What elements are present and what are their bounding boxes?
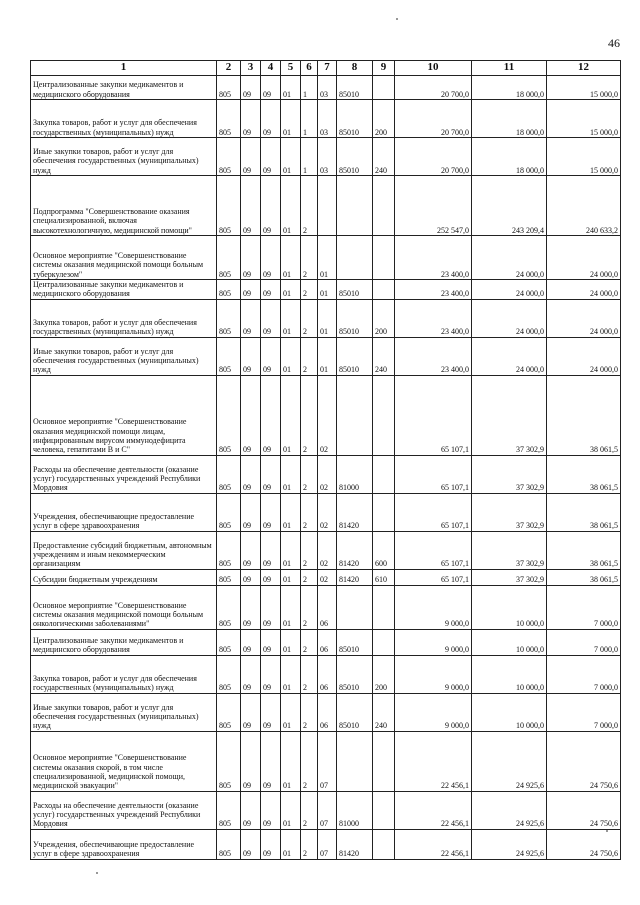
subprogram-cell: 2 xyxy=(301,299,318,337)
event-cell: 03 xyxy=(318,100,337,138)
amount-year-3-cell: 15 000,0 xyxy=(547,76,621,100)
table-row xyxy=(31,455,621,493)
subsection-cell: 09 xyxy=(261,337,281,375)
admin-code-cell: 805 xyxy=(217,280,241,300)
amount-year-3-cell: 24 000,0 xyxy=(547,299,621,337)
amount-year-2-cell: 243 209,4 xyxy=(472,176,547,236)
admin-code-cell: 805 xyxy=(217,100,241,138)
subprogram-cell: 2 xyxy=(301,375,318,455)
amount-year-1-cell: 22 456,1 xyxy=(395,829,472,859)
amount-year-3-cell: 38 061,5 xyxy=(547,375,621,455)
subprogram-cell: 2 xyxy=(301,655,318,693)
target-article-cell: 81420 xyxy=(337,569,373,585)
target-article-cell xyxy=(337,585,373,629)
section-cell: 09 xyxy=(241,791,261,829)
section-cell: 09 xyxy=(241,76,261,100)
target-article-cell: 85010 xyxy=(337,629,373,655)
table-row xyxy=(31,731,621,791)
section-cell: 09 xyxy=(241,829,261,859)
admin-code-cell: 805 xyxy=(217,655,241,693)
amount-year-1-cell: 65 107,1 xyxy=(395,531,472,569)
event-cell: 01 xyxy=(318,299,337,337)
subsection-cell: 09 xyxy=(261,100,281,138)
table-row xyxy=(31,236,621,280)
expense-type-cell: 200 xyxy=(373,299,395,337)
row-name-cell: Иные закупки товаров, работ и услуг для обеспечения государственных (муниципальных) нужд xyxy=(31,138,217,176)
section-cell: 09 xyxy=(241,375,261,455)
column-header-6: 6 xyxy=(301,61,318,76)
amount-year-2-cell: 24 925,6 xyxy=(472,829,547,859)
row-name-cell: Субсидии бюджетным учреждениям xyxy=(31,569,217,585)
subsection-cell: 09 xyxy=(261,569,281,585)
program-cell: 01 xyxy=(281,138,301,176)
amount-year-3-cell: 24 000,0 xyxy=(547,337,621,375)
subprogram-cell: 1 xyxy=(301,100,318,138)
section-cell: 09 xyxy=(241,100,261,138)
subprogram-cell: 2 xyxy=(301,629,318,655)
row-name-cell: Учреждения, обеспечивающие предоставление услуг в сфере здравоохранения xyxy=(31,493,217,531)
admin-code-cell: 805 xyxy=(217,455,241,493)
scan-speck xyxy=(396,18,398,20)
target-article-cell xyxy=(337,176,373,236)
subprogram-cell: 2 xyxy=(301,829,318,859)
event-cell: 02 xyxy=(318,569,337,585)
table-row xyxy=(31,693,621,731)
column-header-8: 8 xyxy=(337,61,373,76)
program-cell: 01 xyxy=(281,569,301,585)
admin-code-cell: 805 xyxy=(217,138,241,176)
row-name-cell: Расходы на обеспечение деятельности (оказание услуг) государственных учреждений Республики Мордовия xyxy=(31,791,217,829)
expense-type-cell xyxy=(373,280,395,300)
subprogram-cell: 2 xyxy=(301,731,318,791)
subsection-cell: 09 xyxy=(261,791,281,829)
row-name-cell: Централизованные закупки медикаментов и медицинского оборудования xyxy=(31,629,217,655)
expense-type-cell xyxy=(373,176,395,236)
event-cell: 03 xyxy=(318,138,337,176)
expense-type-cell xyxy=(373,493,395,531)
amount-year-1-cell: 9 000,0 xyxy=(395,629,472,655)
subsection-cell: 09 xyxy=(261,455,281,493)
program-cell: 01 xyxy=(281,493,301,531)
subsection-cell: 09 xyxy=(261,531,281,569)
table-row xyxy=(31,138,621,176)
amount-year-1-cell: 23 400,0 xyxy=(395,280,472,300)
table-row xyxy=(31,829,621,859)
section-cell: 09 xyxy=(241,455,261,493)
row-name-cell: Учреждения, обеспечивающие предоставление услуг в сфере здравоохранения xyxy=(31,829,217,859)
table-row xyxy=(31,100,621,138)
subprogram-cell: 2 xyxy=(301,585,318,629)
target-article-cell: 81000 xyxy=(337,791,373,829)
row-name-cell: Закупка товаров, работ и услуг для обеспечения государственных (муниципальных) нужд xyxy=(31,655,217,693)
expense-type-cell: 240 xyxy=(373,138,395,176)
expense-type-cell xyxy=(373,375,395,455)
subsection-cell: 09 xyxy=(261,176,281,236)
expense-type-cell: 200 xyxy=(373,655,395,693)
section-cell: 09 xyxy=(241,585,261,629)
amount-year-3-cell: 38 061,5 xyxy=(547,531,621,569)
subsection-cell: 09 xyxy=(261,375,281,455)
amount-year-3-cell: 240 633,2 xyxy=(547,176,621,236)
row-name-cell: Предоставление субсидий бюджетным, автономным учреждениям и иным некоммерческим организациям xyxy=(31,531,217,569)
row-name-cell: Иные закупки товаров, работ и услуг для обеспечения государственных (муниципальных) нужд xyxy=(31,337,217,375)
program-cell: 01 xyxy=(281,829,301,859)
section-cell: 09 xyxy=(241,531,261,569)
amount-year-1-cell: 9 000,0 xyxy=(395,693,472,731)
event-cell xyxy=(318,176,337,236)
table-row xyxy=(31,569,621,585)
event-cell: 02 xyxy=(318,455,337,493)
amount-year-3-cell: 7 000,0 xyxy=(547,693,621,731)
section-cell: 09 xyxy=(241,693,261,731)
amount-year-1-cell: 65 107,1 xyxy=(395,493,472,531)
section-cell: 09 xyxy=(241,629,261,655)
subsection-cell: 09 xyxy=(261,76,281,100)
event-cell: 06 xyxy=(318,629,337,655)
table-row xyxy=(31,655,621,693)
amount-year-2-cell: 37 302,9 xyxy=(472,531,547,569)
subprogram-cell: 2 xyxy=(301,337,318,375)
program-cell: 01 xyxy=(281,100,301,138)
amount-year-3-cell: 38 061,5 xyxy=(547,455,621,493)
section-cell: 09 xyxy=(241,280,261,300)
program-cell: 01 xyxy=(281,629,301,655)
program-cell: 01 xyxy=(281,791,301,829)
event-cell: 02 xyxy=(318,375,337,455)
amount-year-2-cell: 24 000,0 xyxy=(472,337,547,375)
admin-code-cell: 805 xyxy=(217,629,241,655)
event-cell: 07 xyxy=(318,791,337,829)
event-cell: 01 xyxy=(318,236,337,280)
section-cell: 09 xyxy=(241,236,261,280)
amount-year-3-cell: 7 000,0 xyxy=(547,585,621,629)
section-cell: 09 xyxy=(241,299,261,337)
event-cell: 02 xyxy=(318,531,337,569)
table-row xyxy=(31,280,621,300)
amount-year-1-cell: 20 700,0 xyxy=(395,100,472,138)
program-cell: 01 xyxy=(281,176,301,236)
row-name-cell: Расходы на обеспечение деятельности (оказание услуг) государственных учреждений Республики Мордовия xyxy=(31,455,217,493)
row-name-cell: Централизованные закупки медикаментов и медицинского оборудования xyxy=(31,280,217,300)
admin-code-cell: 805 xyxy=(217,236,241,280)
admin-code-cell: 805 xyxy=(217,337,241,375)
expense-type-cell: 610 xyxy=(373,569,395,585)
program-cell: 01 xyxy=(281,76,301,100)
event-cell: 01 xyxy=(318,280,337,300)
amount-year-2-cell: 24 925,6 xyxy=(472,791,547,829)
expense-type-cell xyxy=(373,829,395,859)
table-row xyxy=(31,629,621,655)
amount-year-2-cell: 37 302,9 xyxy=(472,455,547,493)
target-article-cell xyxy=(337,375,373,455)
column-header-5: 5 xyxy=(281,61,301,76)
expense-type-cell xyxy=(373,585,395,629)
program-cell: 01 xyxy=(281,337,301,375)
subsection-cell: 09 xyxy=(261,138,281,176)
amount-year-2-cell: 10 000,0 xyxy=(472,693,547,731)
event-cell: 03 xyxy=(318,76,337,100)
expense-type-cell: 200 xyxy=(373,100,395,138)
amount-year-3-cell: 7 000,0 xyxy=(547,629,621,655)
table-row xyxy=(31,791,621,829)
expense-type-cell xyxy=(373,791,395,829)
amount-year-1-cell: 23 400,0 xyxy=(395,337,472,375)
amount-year-2-cell: 18 000,0 xyxy=(472,100,547,138)
admin-code-cell: 805 xyxy=(217,585,241,629)
event-cell: 06 xyxy=(318,693,337,731)
scan-speck xyxy=(96,872,98,874)
subprogram-cell: 2 xyxy=(301,493,318,531)
amount-year-1-cell: 20 700,0 xyxy=(395,76,472,100)
amount-year-2-cell: 10 000,0 xyxy=(472,655,547,693)
event-cell: 07 xyxy=(318,829,337,859)
row-name-cell: Закупка товаров, работ и услуг для обеспечения государственных (муниципальных) нужд xyxy=(31,299,217,337)
expense-type-cell xyxy=(373,236,395,280)
subsection-cell: 09 xyxy=(261,829,281,859)
column-header-4: 4 xyxy=(261,61,281,76)
event-cell: 01 xyxy=(318,337,337,375)
row-name-cell: Централизованные закупки медикаментов и медицинского оборудования xyxy=(31,76,217,100)
amount-year-2-cell: 24 000,0 xyxy=(472,280,547,300)
admin-code-cell: 805 xyxy=(217,829,241,859)
column-header-3: 3 xyxy=(241,61,261,76)
amount-year-3-cell: 7 000,0 xyxy=(547,655,621,693)
amount-year-3-cell: 15 000,0 xyxy=(547,100,621,138)
subprogram-cell: 2 xyxy=(301,280,318,300)
column-header-9: 9 xyxy=(373,61,395,76)
column-header-7: 7 xyxy=(318,61,337,76)
admin-code-cell: 805 xyxy=(217,693,241,731)
subprogram-cell: 2 xyxy=(301,531,318,569)
section-cell: 09 xyxy=(241,569,261,585)
expense-type-cell xyxy=(373,455,395,493)
expense-type-cell: 240 xyxy=(373,337,395,375)
program-cell: 01 xyxy=(281,236,301,280)
target-article-cell: 85010 xyxy=(337,337,373,375)
admin-code-cell: 805 xyxy=(217,76,241,100)
expense-type-cell: 240 xyxy=(373,693,395,731)
subprogram-cell: 1 xyxy=(301,76,318,100)
subprogram-cell: 2 xyxy=(301,569,318,585)
table-row xyxy=(31,176,621,236)
subsection-cell: 09 xyxy=(261,299,281,337)
target-article-cell: 85010 xyxy=(337,138,373,176)
admin-code-cell: 805 xyxy=(217,299,241,337)
amount-year-3-cell: 38 061,5 xyxy=(547,493,621,531)
admin-code-cell: 805 xyxy=(217,791,241,829)
section-cell: 09 xyxy=(241,655,261,693)
amount-year-1-cell: 9 000,0 xyxy=(395,655,472,693)
program-cell: 01 xyxy=(281,280,301,300)
program-cell: 01 xyxy=(281,375,301,455)
column-header-1: 1 xyxy=(31,61,217,76)
amount-year-1-cell: 23 400,0 xyxy=(395,299,472,337)
expense-type-cell xyxy=(373,629,395,655)
target-article-cell: 85010 xyxy=(337,100,373,138)
target-article-cell: 81420 xyxy=(337,829,373,859)
amount-year-2-cell: 18 000,0 xyxy=(472,138,547,176)
subprogram-cell: 2 xyxy=(301,693,318,731)
amount-year-2-cell: 10 000,0 xyxy=(472,629,547,655)
program-cell: 01 xyxy=(281,731,301,791)
amount-year-1-cell: 22 456,1 xyxy=(395,731,472,791)
amount-year-1-cell: 252 547,0 xyxy=(395,176,472,236)
amount-year-2-cell: 37 302,9 xyxy=(472,569,547,585)
row-name-cell: Основное мероприятие "Совершенствование оказания медицинской помощи лицам, инфицированным вирусом иммунодефицита человека, гепатитами B и C" xyxy=(31,375,217,455)
target-article-cell: 85010 xyxy=(337,299,373,337)
target-article-cell: 81420 xyxy=(337,531,373,569)
expense-type-cell: 600 xyxy=(373,531,395,569)
column-header-2: 2 xyxy=(217,61,241,76)
admin-code-cell: 805 xyxy=(217,531,241,569)
event-cell: 06 xyxy=(318,585,337,629)
table-header-row xyxy=(31,61,621,76)
budget-table xyxy=(30,60,621,860)
target-article-cell: 85010 xyxy=(337,655,373,693)
subsection-cell: 09 xyxy=(261,655,281,693)
program-cell: 01 xyxy=(281,531,301,569)
amount-year-1-cell: 65 107,1 xyxy=(395,375,472,455)
subsection-cell: 09 xyxy=(261,693,281,731)
subsection-cell: 09 xyxy=(261,493,281,531)
table-row xyxy=(31,337,621,375)
section-cell: 09 xyxy=(241,176,261,236)
section-cell: 09 xyxy=(241,138,261,176)
column-header-11: 11 xyxy=(472,61,547,76)
target-article-cell: 85010 xyxy=(337,280,373,300)
amount-year-1-cell: 23 400,0 xyxy=(395,236,472,280)
target-article-cell: 81420 xyxy=(337,493,373,531)
amount-year-2-cell: 18 000,0 xyxy=(472,76,547,100)
row-name-cell: Закупка товаров, работ и услуг для обеспечения государственных (муниципальных) нужд xyxy=(31,100,217,138)
admin-code-cell: 805 xyxy=(217,731,241,791)
amount-year-2-cell: 24 000,0 xyxy=(472,236,547,280)
table-row xyxy=(31,585,621,629)
subsection-cell: 09 xyxy=(261,280,281,300)
admin-code-cell: 805 xyxy=(217,493,241,531)
amount-year-3-cell: 24 750,6 xyxy=(547,829,621,859)
program-cell: 01 xyxy=(281,455,301,493)
program-cell: 01 xyxy=(281,693,301,731)
row-name-cell: Основное мероприятие "Совершенствование системы оказания скорой, в том числе специализированной, медицинской помощи, медицинской эвакуации" xyxy=(31,731,217,791)
page-number: 46 xyxy=(608,36,620,50)
amount-year-2-cell: 37 302,9 xyxy=(472,375,547,455)
subprogram-cell: 2 xyxy=(301,176,318,236)
amount-year-3-cell: 38 061,5 xyxy=(547,569,621,585)
event-cell: 07 xyxy=(318,731,337,791)
amount-year-2-cell: 24 925,6 xyxy=(472,731,547,791)
expense-type-cell xyxy=(373,731,395,791)
amount-year-1-cell: 22 456,1 xyxy=(395,791,472,829)
amount-year-1-cell: 20 700,0 xyxy=(395,138,472,176)
amount-year-3-cell: 24 000,0 xyxy=(547,236,621,280)
admin-code-cell: 805 xyxy=(217,176,241,236)
section-cell: 09 xyxy=(241,731,261,791)
amount-year-1-cell: 65 107,1 xyxy=(395,455,472,493)
subsection-cell: 09 xyxy=(261,236,281,280)
amount-year-2-cell: 24 000,0 xyxy=(472,299,547,337)
subprogram-cell: 2 xyxy=(301,236,318,280)
subsection-cell: 09 xyxy=(261,585,281,629)
row-name-cell: Подпрограмма "Совершенствование оказания специализированной, включая высокотехнологичную, медицинской помощи" xyxy=(31,176,217,236)
table-row xyxy=(31,76,621,100)
table-row xyxy=(31,375,621,455)
subsection-cell: 09 xyxy=(261,629,281,655)
subprogram-cell: 2 xyxy=(301,455,318,493)
expense-type-cell xyxy=(373,76,395,100)
target-article-cell xyxy=(337,236,373,280)
subprogram-cell: 2 xyxy=(301,791,318,829)
scan-speck xyxy=(606,830,608,832)
row-name-cell: Основное мероприятие "Совершенствование системы оказания медицинской помощи больным туберкулезом" xyxy=(31,236,217,280)
table-row xyxy=(31,493,621,531)
amount-year-2-cell: 37 302,9 xyxy=(472,493,547,531)
admin-code-cell: 805 xyxy=(217,569,241,585)
column-header-10: 10 xyxy=(395,61,472,76)
event-cell: 02 xyxy=(318,493,337,531)
subprogram-cell: 1 xyxy=(301,138,318,176)
target-article-cell: 85010 xyxy=(337,693,373,731)
section-cell: 09 xyxy=(241,493,261,531)
target-article-cell: 85010 xyxy=(337,76,373,100)
amount-year-1-cell: 65 107,1 xyxy=(395,569,472,585)
program-cell: 01 xyxy=(281,655,301,693)
subsection-cell: 09 xyxy=(261,731,281,791)
target-article-cell xyxy=(337,731,373,791)
program-cell: 01 xyxy=(281,585,301,629)
admin-code-cell: 805 xyxy=(217,375,241,455)
column-header-12: 12 xyxy=(547,61,621,76)
target-article-cell: 81000 xyxy=(337,455,373,493)
amount-year-3-cell: 24 000,0 xyxy=(547,280,621,300)
table-row xyxy=(31,531,621,569)
amount-year-2-cell: 10 000,0 xyxy=(472,585,547,629)
program-cell: 01 xyxy=(281,299,301,337)
amount-year-3-cell: 24 750,6 xyxy=(547,791,621,829)
amount-year-3-cell: 24 750,6 xyxy=(547,731,621,791)
section-cell: 09 xyxy=(241,337,261,375)
row-name-cell: Основное мероприятие "Совершенствование системы оказания медицинской помощи больным онкологическими заболеваниями" xyxy=(31,585,217,629)
amount-year-3-cell: 15 000,0 xyxy=(547,138,621,176)
row-name-cell: Иные закупки товаров, работ и услуг для обеспечения государственных (муниципальных) нужд xyxy=(31,693,217,731)
amount-year-1-cell: 9 000,0 xyxy=(395,585,472,629)
table-row xyxy=(31,299,621,337)
event-cell: 06 xyxy=(318,655,337,693)
